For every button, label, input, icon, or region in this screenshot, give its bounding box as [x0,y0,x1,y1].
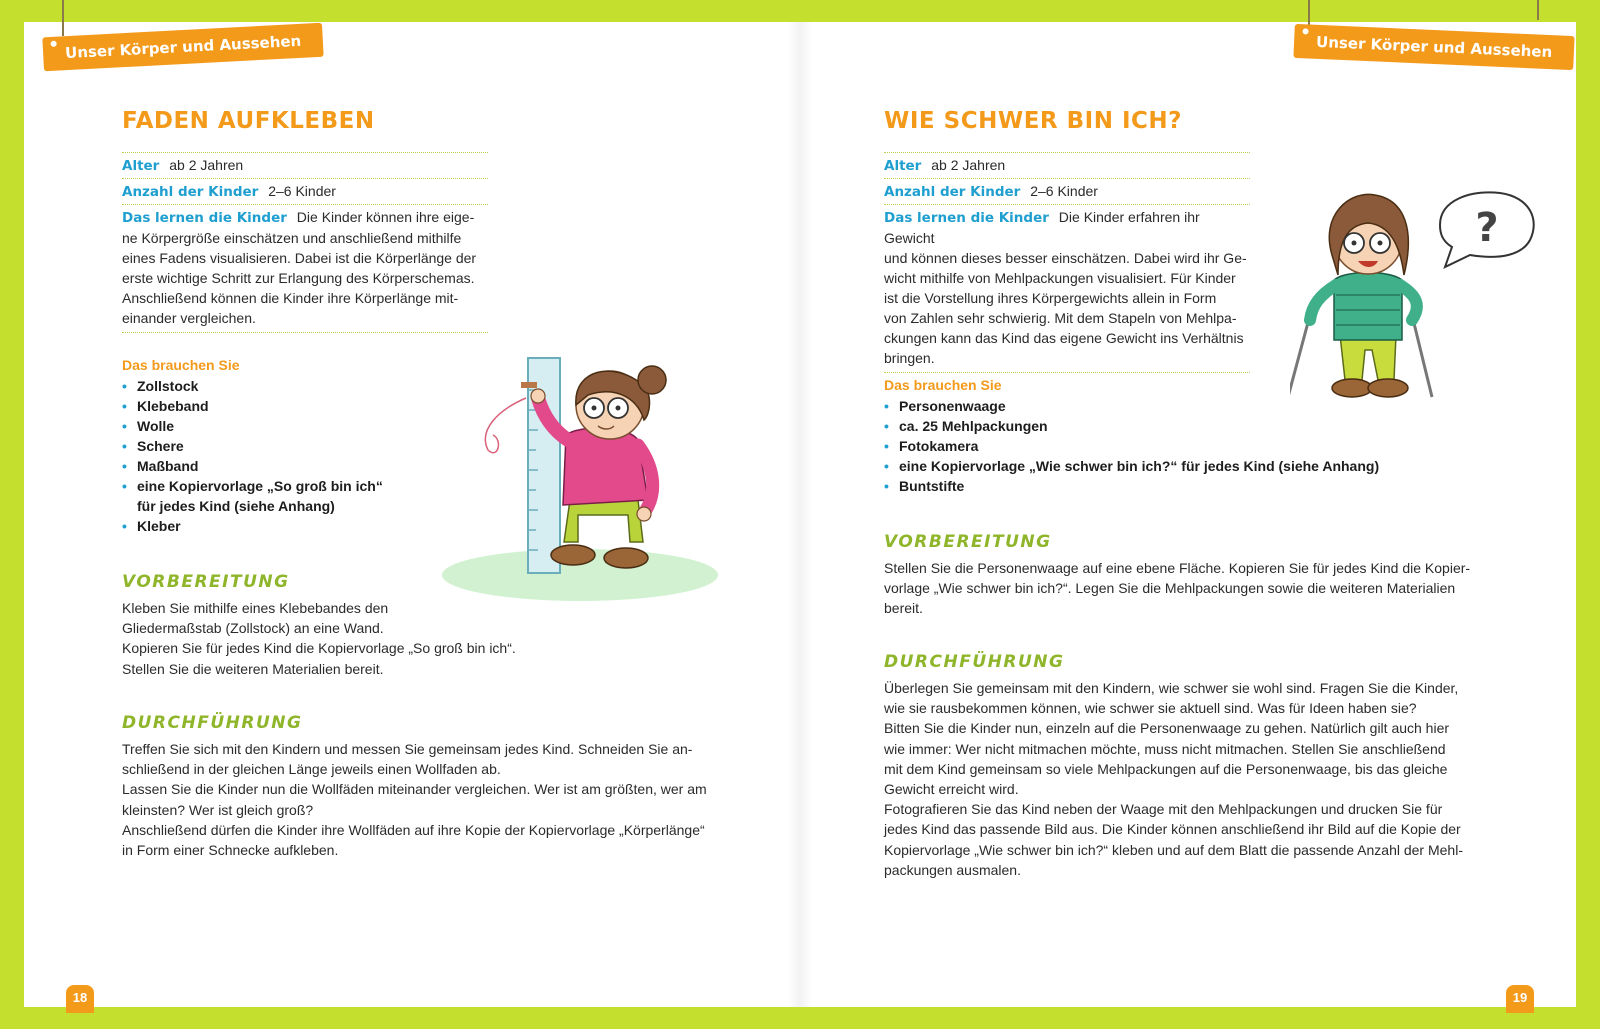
info-label: Alter [884,158,922,174]
text-line: Kopiervorlage „Wie schwer bin ich?“ kleben und auf dem Blatt die passende Anzahl der Mehl- [884,841,1463,858]
list-item: • Wolle [122,416,422,436]
text-line: mit dem Kind gemeinsam so viele Mehlpackungen auf die Personenwaage, bis das gleiche [884,760,1448,777]
text-line: vorlage „Wie schwer bin ich?“. Legen Sie die Mehlpackungen sowie die weiteren Materialien [884,580,1456,597]
info-line: ckungen kann das Kind das eigene Gewicht ins Verhältnis [884,330,1244,346]
info-row-age [122,152,488,178]
list-item: • Fotokamera [884,436,1504,456]
list-item-text: eine Kopiervorlage „So groß bin ich“ [137,478,383,494]
girl-measuring-illustration [438,350,723,605]
text-line: jedes Kind das passende Bild aus. Die Kinder können anschließend ihr Bild auf die Kopie der [884,821,1461,838]
text-line: wie immer: Wer nicht mitmachen möchte, muss nicht mitmachen. Stellen Sie anschließend [884,740,1446,757]
info-row-children [122,178,488,204]
tag-hole [1302,28,1308,34]
text-line: Treffen Sie sich mit den Kindern und messen Sie gemeinsam jedes Kind. Schneiden Sie an- [122,741,693,757]
needs-title: Das brauchen Sie [884,377,1002,393]
info-row-learning [884,204,1250,373]
exec-text [884,678,1484,880]
section-title-prep: VORBEREITUNG [884,532,1052,552]
text-line: Stellen Sie die Personenwaage auf eine ebene Fläche. Kopieren Sie für jedes Kind die Kopier- [884,560,1471,576]
list-item: • ca. 25 Mehlpackungen [884,416,1504,436]
info-label: Alter [122,158,160,174]
book-gutter [788,22,812,1007]
section-title-exec: DURCHFÜHRUNG [122,713,303,733]
needs-list [122,376,422,536]
list-item: • Maßband [122,456,422,476]
text-line: in Form einer Schnecke aufkleben. [122,842,339,859]
text-line: packungen ausmalen. [884,861,1021,878]
list-item: • Buntstifte [884,476,1504,496]
speech-bubble-text: ? [1475,205,1499,251]
text-line: Fotografieren Sie das Kind neben der Waage mit den Mehlpackungen und drucken Sie für [884,801,1443,818]
list-item: • eine Kopiervorlage „Wie schwer bin ich?“ für jedes Kind (siehe Anhang) [884,456,1504,476]
tag-string [1537,0,1539,20]
info-value: ab 2 Jahren [169,157,244,173]
info-row-age [884,152,1250,178]
list-item: • Klebeband [122,396,422,416]
page-title: FADEN AUFKLEBEN [122,108,375,134]
text-line: Kopieren Sie für jedes Kind die Kopiervorlage „So groß bin ich“. [122,640,516,657]
info-label: Das lernen die Kinder [884,210,1049,226]
chapter-tag-text: Unser Körper und Aussehen [64,31,302,63]
list-item: • Kleber [122,516,422,536]
prep-text [884,558,1484,619]
info-line: ist die Vorstellung ihres Körpergewichts allein in Form [884,290,1217,306]
page-number-left: 18 [66,985,94,1013]
section-title-prep: VORBEREITUNG [122,572,290,592]
info-line: Die Kinder erfahren ihr Gewicht [884,209,1200,246]
text-line: Gliedermaßstab (Zollstock) an eine Wand. [122,620,384,637]
info-value: ab 2 Jahren [931,157,1006,173]
tag-string [62,0,64,36]
info-line: Die Kinder können ihre eige- [296,209,475,225]
text-line: Bitten Sie die Kinder nun, einzeln auf die Personenwaage zu gehen. Natürlich gilt auch hier [884,720,1450,737]
info-box [122,152,488,333]
text-line: Kleben Sie mithilfe eines Klebebandes den [122,600,389,616]
exec-text [122,739,722,860]
text-line: Stellen Sie die weiteren Materialien bereit. [122,660,384,677]
section-title-exec: DURCHFÜHRUNG [884,652,1065,672]
list-item: • Zollstock [122,376,422,396]
text-line: Anschließend dürfen die Kinder ihre Wollfäden auf ihre Kopie der Kopiervorlage „Körperlänge“ [122,821,705,838]
info-line: ne Körpergröße einschätzen und anschließend mithilfe [122,230,462,246]
page-title: WIE SCHWER BIN ICH? [884,108,1183,134]
info-value: 2–6 Kinder [268,183,336,199]
info-label: Anzahl der Kinder [122,184,259,200]
list-item: • Schere [122,436,422,456]
text-line: Gewicht erreicht wird. [884,781,1019,798]
info-value: 2–6 Kinder [1030,183,1098,199]
info-line: Anschließend können die Kinder ihre Körperlänge mit- [122,290,459,306]
prep-text [122,598,642,679]
info-line: von Zahlen sehr schwierig. Mit dem Stapeln von Mehlpa- [884,310,1237,326]
list-item-text: für jedes Kind (siehe Anhang) [137,498,335,514]
info-line: einander vergleichen. [122,310,256,326]
info-box [884,152,1250,373]
list-item [122,476,422,516]
page-number-right: 19 [1506,985,1534,1013]
text-line: bereit. [884,600,923,617]
tag-hole [51,41,57,47]
info-line: erste wichtige Schritt zur Erlangung des Körperschemas. [122,270,475,286]
info-row-learning [122,204,488,333]
chapter-tag-text: Unser Körper und Aussehen [1315,32,1553,62]
text-line: wie sie rausbekommen können, wie schwer sie aktuell sind. Was für Ideen haben sie? [884,700,1417,717]
child-with-crutches-illustration [1290,185,1545,415]
info-line: bringen. [884,350,935,366]
list-item: • Personenwaage [884,396,1504,416]
info-line: eines Fadens visualisieren. Dabei ist die Körperlänge der [122,250,477,266]
info-label: Anzahl der Kinder [884,184,1021,200]
info-row-children [884,178,1250,204]
info-label: Das lernen die Kinder [122,210,287,226]
info-line: und können dieses besser einschätzen. Dabei wird ihr Ge- [884,250,1247,266]
text-line: Lassen Sie die Kinder nun die Wollfäden miteinander vergleichen. Wer ist am größten, wer am [122,781,707,798]
info-line: wicht mithilfe von Mehlpackungen visualisiert. Für Kinder [884,270,1236,286]
text-line: kleinsten? Wer ist gleich groß? [122,801,314,818]
needs-title: Das brauchen Sie [122,357,240,373]
text-line: Überlegen Sie gemeinsam mit den Kindern, wie schwer sie wohl sind. Fragen Sie die Kinder, [884,680,1459,696]
text-line: schließend in der gleichen Länge jeweils einen Wollfaden ab. [122,761,501,778]
